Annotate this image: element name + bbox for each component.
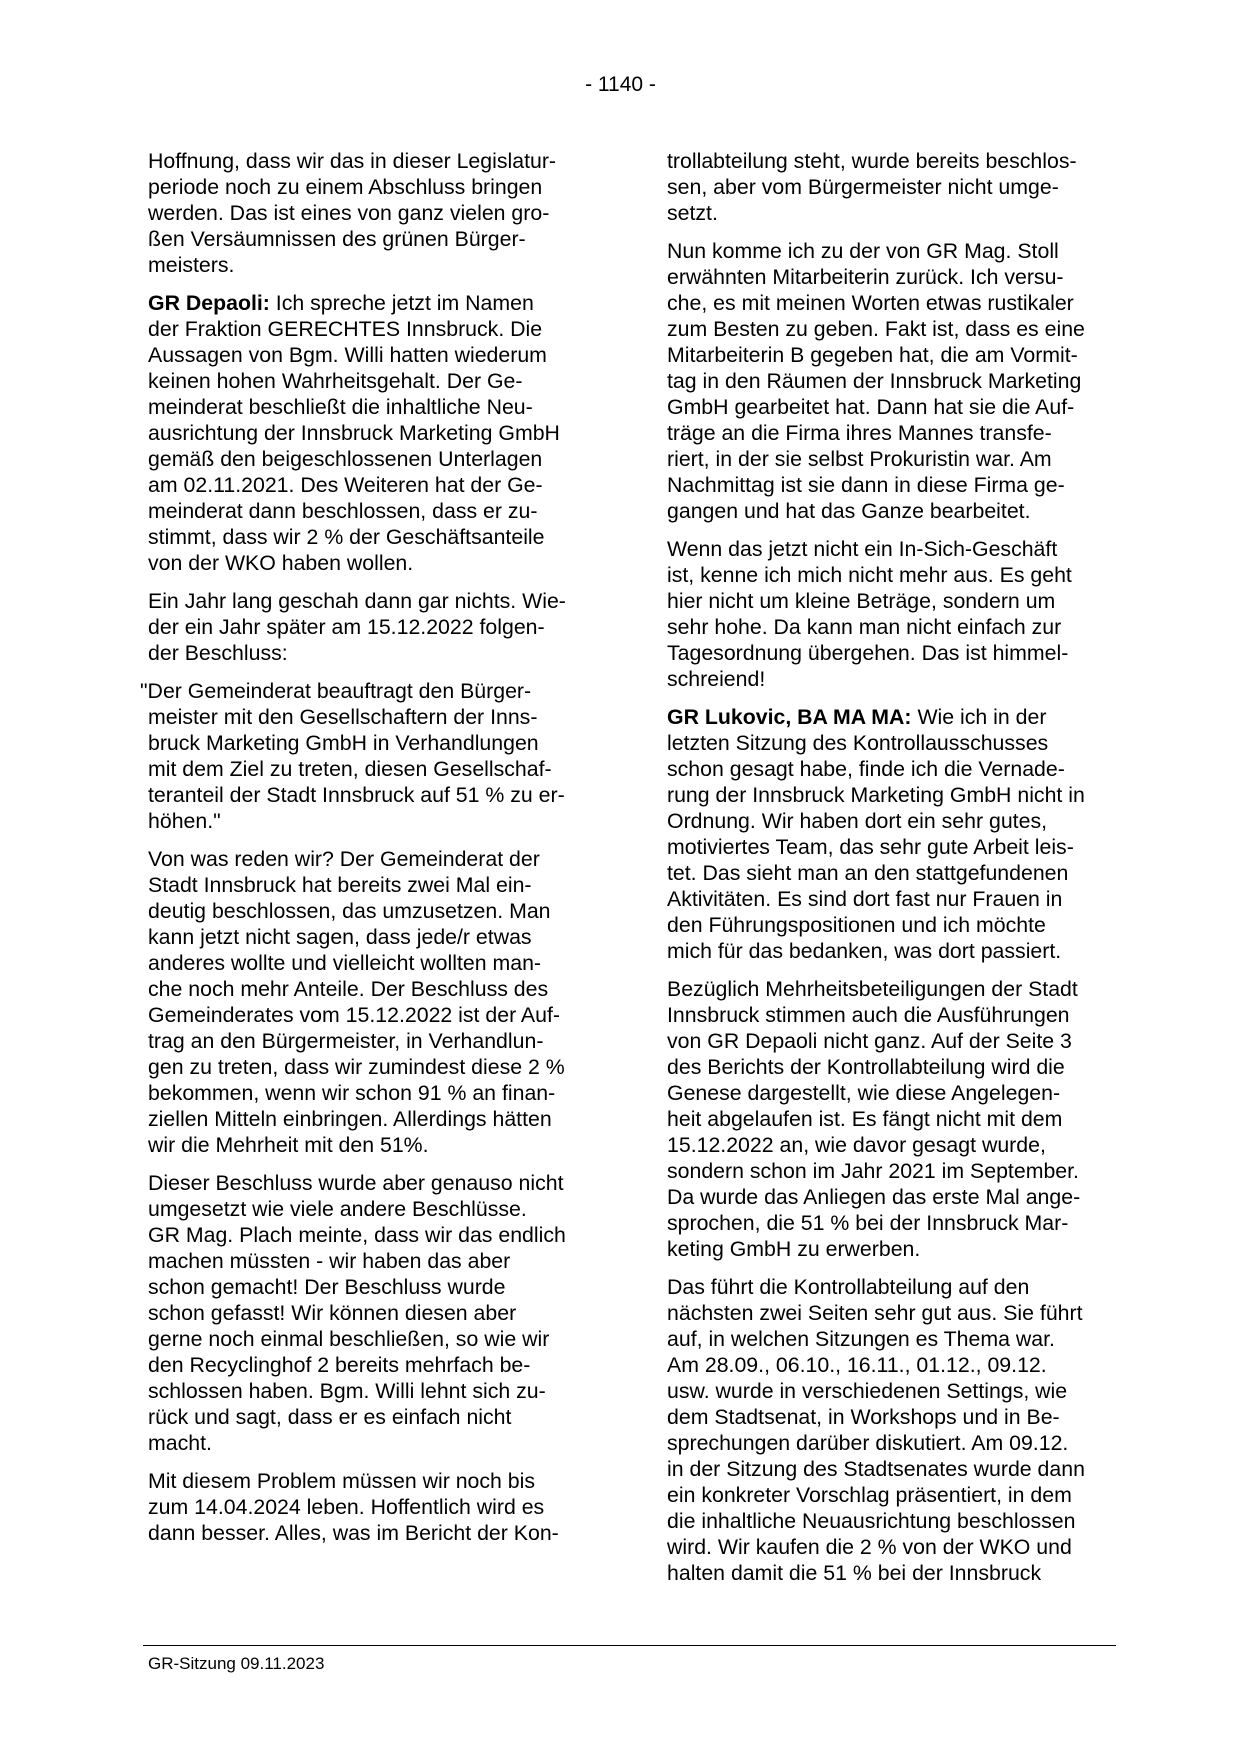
text-line: tet. Das sieht man an den stattgefundenen (667, 861, 1069, 885)
text-line: bekommen, wenn wir schon 91 % an finan- (148, 1081, 556, 1105)
text-line: Innsbruck stimmen auch die Ausführungen (667, 1003, 1070, 1027)
speech-text: Wie ich in der (911, 705, 1047, 729)
speaker-name: GR Lukovic, BA MA MA: (667, 705, 912, 729)
text-line: wir die Mehrheit mit den 51%. (148, 1133, 429, 1157)
speech-text: Ich spreche jetzt im Namen (269, 291, 534, 315)
paragraph (148, 148, 603, 278)
text-line: Mit diesem Problem müssen wir noch bis (148, 1469, 536, 1493)
right-column (667, 148, 1122, 1598)
text-line: des Berichts der Kontrollabteilung wird die (667, 1055, 1065, 1079)
left-column (140, 148, 603, 1558)
text-line: teranteil der Stadt Innsbruck auf 51 % zu er- (148, 783, 565, 807)
text-line: Von was reden wir? Der Gemeinderat der (148, 847, 540, 871)
text-line: Nachmittag ist sie dann in diese Firma ge- (667, 473, 1065, 497)
text-line: am 02.11.2021. Des Weiteren hat der Ge- (148, 473, 543, 497)
text-line: schreiend! (667, 667, 766, 691)
text-line: Nun komme ich zu der von GR Mag. Stoll (667, 239, 1059, 263)
text-line: mit dem Ziel zu treten, diesen Gesellschaf- (148, 757, 552, 781)
text-line: letzten Sitzung des Kontrollausschusses (667, 731, 1049, 755)
text-line: periode noch zu einem Abschluss bringen (148, 175, 543, 199)
text-line: macht. (148, 1431, 212, 1455)
text-line: umgesetzt wie viele andere Beschlüsse. (148, 1197, 527, 1221)
text-line: ßen Versäumnissen des grünen Bürger- (148, 227, 526, 251)
text-line: GR Mag. Plach meinte, dass wir das endlich (148, 1223, 566, 1247)
paragraph (667, 536, 1122, 692)
text-line: zum 14.04.2024 leben. Hoffentlich wird es (148, 1495, 545, 1519)
text-line: rung der Innsbruck Marketing GmbH nicht in (667, 783, 1085, 807)
text-line: 15.12.2022 an, wie davor gesagt wurde, (667, 1133, 1046, 1157)
text-line: gemäß den beigeschlossenen Unterlagen (148, 447, 543, 471)
paragraph (148, 1170, 603, 1456)
text-line: von GR Depaoli nicht ganz. Auf der Seite 3 (667, 1029, 1072, 1053)
speech-paragraph (148, 290, 603, 576)
text-line: mich für das bedanken, was dort passiert. (667, 939, 1062, 963)
text-line: meister mit den Gesellschaftern der Inns- (148, 705, 538, 729)
text-line: meisters. (148, 253, 235, 277)
text-line: gen zu treten, dass wir zumindest diese 2 % (148, 1055, 565, 1079)
text-line (148, 290, 603, 316)
text-line: sondern schon im Jahr 2021 im September. (667, 1159, 1079, 1183)
text-line: gerne noch einmal beschließen, so wie wir (148, 1327, 550, 1351)
paragraph (148, 1468, 603, 1546)
text-line: Dieser Beschluss wurde aber genauso nicht (148, 1171, 564, 1195)
text-line: nächsten zwei Seiten sehr gut aus. Sie führt (667, 1301, 1083, 1325)
text-line: den Führungspositionen und ich möchte (667, 913, 1046, 937)
text-line: die inhaltliche Neuausrichtung beschlossen (667, 1509, 1076, 1533)
text-line: che noch mehr Anteile. Der Beschluss des (148, 977, 549, 1001)
text-line: ausrichtung der Innsbruck Marketing GmbH (148, 421, 560, 445)
text-line: hier nicht um kleine Beträge, sondern um (667, 589, 1056, 613)
text-line: in der Sitzung des Stadtsenates wurde dann (667, 1457, 1085, 1481)
text-line: den Recyclinghof 2 bereits mehrfach be- (148, 1353, 531, 1377)
text-line: heit abgelaufen ist. Es fängt nicht mit dem (667, 1107, 1063, 1131)
text-line: Genese dargestellt, wie diese Angelegen- (667, 1081, 1061, 1105)
text-line: der Fraktion GERECHTES Innsbruck. Die (148, 317, 543, 341)
speaker-name: GR Depaoli: (148, 291, 270, 315)
text-line: Aussagen von Bgm. Willi hatten wiederum (148, 343, 547, 367)
text-line: deutig beschlossen, das umzusetzen. Man (148, 899, 551, 923)
paragraph (667, 238, 1122, 524)
text-line: trollabteilung steht, wurde bereits beschlos- (667, 149, 1077, 173)
text-line (667, 704, 1122, 730)
text-line: höhen." (148, 809, 221, 833)
text-line: Das führt die Kontrollabteilung auf den (667, 1275, 1030, 1299)
text-line: motiviertes Team, das sehr gute Arbeit leis- (667, 835, 1074, 859)
paragraph (148, 846, 603, 1158)
text-line: Gemeinderates vom 15.12.2022 ist der Auf- (148, 1003, 560, 1027)
text-line: trag an den Bürgermeister, in Verhandlun- (148, 1029, 544, 1053)
paragraph (148, 588, 603, 666)
text-line: Bezüglich Mehrheitsbeteiligungen der Stadt (667, 977, 1078, 1001)
paragraph (667, 976, 1122, 1262)
text-line: keinen hohen Wahrheitsgehalt. Der Ge- (148, 369, 523, 393)
text-line: auf, in welchen Sitzungen es Thema war. (667, 1327, 1055, 1351)
text-line: sprechungen darüber diskutiert. Am 09.12. (667, 1431, 1069, 1455)
speech-paragraph (667, 704, 1122, 964)
text-line: che, es mit meinen Worten etwas rustikaler (667, 291, 1074, 315)
text-line: meinderat beschließt die inhaltliche Neu- (148, 395, 533, 419)
text-line: sen, aber vom Bürgermeister nicht umge- (667, 175, 1059, 199)
text-line: Ordnung. Wir haben dort ein sehr gutes, (667, 809, 1048, 833)
text-line: Stadt Innsbruck hat bereits zwei Mal ein- (148, 873, 532, 897)
text-line: anderes wollte und vielleicht wollten man- (148, 951, 542, 975)
text-line: keting GmbH zu erwerben. (667, 1237, 921, 1261)
text-line: von der WKO haben wollen. (148, 551, 414, 575)
quote-paragraph (140, 678, 603, 834)
text-line: zum Besten zu geben. Fakt ist, dass es eine (667, 317, 1085, 341)
text-line: Wenn das jetzt nicht ein In-Sich-Geschäft (667, 537, 1058, 561)
text-line: erwähnten Mitarbeiterin zurück. Ich versu- (667, 265, 1064, 289)
text-line: GmbH gearbeitet hat. Dann hat sie die Auf- (667, 395, 1075, 419)
text-line: Aktivitäten. Es sind dort fast nur Frauen in (667, 887, 1063, 911)
text-line: machen müssten - wir haben das aber (148, 1249, 511, 1273)
text-line: bruck Marketing GmbH in Verhandlungen (148, 731, 539, 755)
text-line: Tagesordnung übergehen. Das ist himmel- (667, 641, 1069, 665)
text-line: riert, in der sie selbst Prokuristin war. Am (667, 447, 1052, 471)
text-line: dem Stadtsenat, in Workshops und in Be- (667, 1405, 1060, 1429)
paragraph (667, 148, 1122, 226)
text-line: Hoffnung, dass wir das in dieser Legislatur- (148, 149, 557, 173)
text-line: sehr hohe. Da kann man nicht einfach zur (667, 615, 1062, 639)
text-line: rück und sagt, dass er es einfach nicht (148, 1405, 512, 1429)
text-line: stimmt, dass wir 2 % der Geschäftsanteile (148, 525, 545, 549)
text-line: halten damit die 51 % bei der Innsbruck (667, 1561, 1042, 1585)
text-line: tag in den Räumen der Innsbruck Marketing (667, 369, 1082, 393)
text-line: wird. Wir kaufen die 2 % von der WKO und (667, 1535, 1072, 1559)
text-line: schon gesagt habe, finde ich die Vernade- (667, 757, 1065, 781)
page-number: - 1140 - (585, 73, 656, 96)
text-line: dann besser. Alles, was im Bericht der Kon- (148, 1521, 559, 1545)
footer-divider (143, 1645, 1116, 1646)
text-line: der ein Jahr später am 15.12.2022 folgen- (148, 615, 545, 639)
text-line: der Beschluss: (148, 641, 288, 665)
text-line: Da wurde das Anliegen das erste Mal ange- (667, 1185, 1081, 1209)
text-line: setzt. (667, 201, 718, 225)
text-line: Ein Jahr lang geschah dann gar nichts. Wie- (148, 589, 566, 613)
text-line: Mitarbeiterin B gegeben hat, die am Vormit- (667, 343, 1078, 367)
text-line: kann jetzt nicht sagen, dass jede/r etwas (148, 925, 532, 949)
text-line: gangen und hat das Ganze bearbeitet. (667, 499, 1031, 523)
text-line: werden. Das ist eines von ganz vielen gro- (148, 201, 550, 225)
text-line: meinderat dann beschlossen, dass er zu- (148, 499, 538, 523)
text-line: "Der Gemeinderat beauftragt den Bürger- (140, 679, 532, 703)
text-line: schlossen haben. Bgm. Willi lehnt sich zu- (148, 1379, 546, 1403)
footer-session-label: GR-Sitzung 09.11.2023 (148, 1654, 325, 1673)
text-line: schon gemacht! Der Beschluss wurde (148, 1275, 506, 1299)
text-line: schon gefasst! Wir können diesen aber (148, 1301, 517, 1325)
text-line: ziellen Mitteln einbringen. Allerdings hätten (148, 1107, 552, 1131)
text-line: usw. wurde in verschiedenen Settings, wie (667, 1379, 1068, 1403)
paragraph (667, 1274, 1122, 1586)
text-line: sprochen, die 51 % bei der Innsbruck Mar- (667, 1211, 1069, 1235)
text-line: ist, kenne ich mich nicht mehr aus. Es geht (667, 563, 1072, 587)
text-line: träge an die Firma ihres Mannes transfe- (667, 421, 1052, 445)
text-line: ein konkreter Vorschlag präsentiert, in dem (667, 1483, 1072, 1507)
text-line: Am 28.09., 06.10., 16.11., 01.12., 09.12. (667, 1353, 1047, 1377)
